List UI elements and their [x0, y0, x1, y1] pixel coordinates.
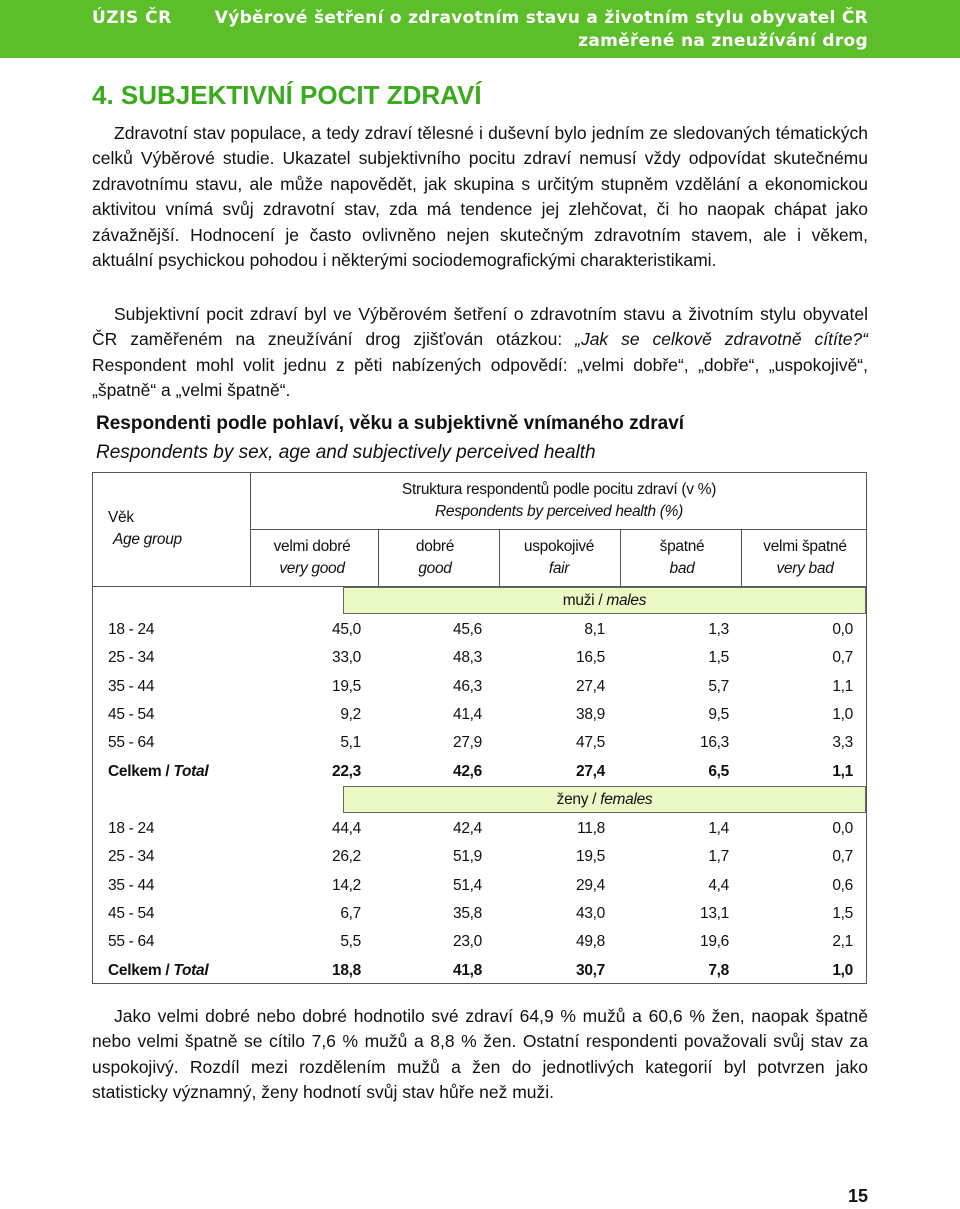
header-title-line1: Výběrové šetření o zdravotním stavu a životním stylu obyvatel ČR [214, 8, 868, 28]
table-cell: 5,1 [340, 734, 361, 752]
table-cell-total: 30,7 [576, 961, 605, 979]
table-cell: 9,5 [708, 705, 729, 723]
table-cell-total: 22,3 [332, 762, 361, 780]
table-cell: 0,0 [832, 621, 853, 638]
col-head-cz: špatné [659, 538, 705, 555]
header-bar [0, 0, 960, 58]
table-row [93, 900, 868, 928]
table-row-total [93, 957, 868, 985]
table-row [93, 616, 868, 644]
paragraph-conclusion: Jako velmi dobré nebo dobré hodnotilo své zdraví 64,9 % mužů a 60,6 % žen, naopak špatně nebo velmi špatně se cítilo 7,6 % mužů a 8,8 % žen. Ostatní respondenti považovali svůj stav za uspokojivý. Rozdíl mezi rozdělením mužů a žen do jednotlivých kategorií byl potvrzen jako statisticky významný, ženy hodnotí svůj stav hůře než muži. [92, 1006, 868, 1103]
table-cell: 5,5 [340, 933, 361, 951]
table-cell: 33,0 [332, 649, 361, 667]
col-head-fair [499, 536, 619, 580]
col-head-cz: velmi dobré [273, 538, 351, 555]
section-title: 4. SUBJEKTIVNÍ POCIT ZDRAVÍ [92, 80, 482, 110]
table-cell: 19,6 [700, 933, 729, 951]
table-cell: 49,8 [576, 933, 605, 951]
table-cell: 19,5 [576, 848, 605, 866]
table-row [93, 673, 868, 701]
table-cell: 43,0 [576, 904, 605, 922]
table-row [93, 843, 868, 871]
band-label-en: males [606, 592, 647, 609]
table-row [93, 729, 868, 757]
table-cell: 1,1 [832, 677, 853, 695]
col-head-en: bad [669, 560, 695, 577]
row-age-label: 18 - 24 [108, 820, 155, 837]
table-cell: 1,0 [832, 705, 853, 723]
struct-label-en: Respondents by perceived health (%) [435, 503, 683, 520]
row-total-label [108, 957, 208, 985]
col-head-good [375, 536, 495, 580]
table-cell: 0,6 [832, 876, 853, 894]
total-label-cz: Celkem / [108, 961, 174, 979]
paragraph-question-b: Respondent mohl volit jednu z pěti nabízených odpovědí: „velmi dobře“, „dobře“, „uspokojivě“, „špatně“ a „velmi špatně“. [92, 354, 868, 401]
total-label-en: Total [173, 961, 209, 979]
row-age-label: 25 - 34 [108, 848, 155, 866]
table-cell: 1,4 [708, 820, 729, 837]
table-subtitle: Respondents by sex, age and subjectively perceived health [96, 442, 596, 463]
row-age-label: 25 - 34 [108, 649, 155, 667]
table-row [93, 928, 868, 956]
table-cell: 6,7 [340, 904, 361, 922]
table-cell: 1,5 [832, 904, 853, 922]
table-cell: 1,7 [708, 848, 729, 866]
row-total-label [108, 758, 208, 786]
row-age-label: 35 - 44 [108, 876, 155, 894]
table-cell: 0,7 [832, 649, 853, 667]
table-cell: 51,4 [453, 876, 482, 894]
paragraph-intro: Zdravotní stav populace, a tedy zdraví tělesné i duševní bylo jedním ze sledovaných tématických celků Výběrové studie. Ukazatel subjektivního pocitu zdraví nemusí vždy odpovídat skutečnému zdravotnímu stavu, ale může napovědět, jak skupina s určitým stupněm vzdělání a ekonomickou aktivitou vnímá svůj zdravotní stav, zda má tendence jej zlehčovat, či ho naopak chápat jako závažnější. Hodnocení je často ovlivněno nejen skutečným zdravotním stavem, ale i věkem, aktuální psychickou pohodou i některými sociodemografickými charakteristikami. [92, 123, 868, 271]
table-cell: 0,7 [832, 848, 853, 866]
table-cell: 9,2 [340, 705, 361, 723]
table-cell: 11,8 [577, 820, 605, 837]
table-cell: 42,4 [453, 820, 482, 837]
col-head-very-bad [745, 536, 865, 580]
band-label-cz: muži / [562, 592, 607, 609]
col-head-en: very good [279, 560, 345, 577]
table-cell-total: 1,0 [832, 961, 853, 979]
table-cell-total: 7,8 [708, 961, 729, 979]
table-cell: 19,5 [332, 677, 361, 695]
row-age-label: 18 - 24 [108, 621, 155, 638]
divider [620, 529, 621, 586]
row-age-label: 45 - 54 [108, 904, 155, 922]
row-age-label: 55 - 64 [108, 734, 155, 752]
table-cell: 26,2 [332, 848, 361, 866]
header-title-line2: zaměřené na zneužívání drog [578, 31, 868, 51]
table-title: Respondenti podle pohlaví, věku a subjektivně vnímaného zdraví [96, 413, 685, 434]
table-cell: 13,1 [700, 904, 729, 922]
table-cell: 2,1 [832, 933, 853, 951]
col-head-en: very bad [776, 560, 834, 577]
table-row [93, 701, 868, 729]
total-label-en: Total [173, 762, 209, 780]
table-cell: 14,2 [332, 876, 361, 894]
table-cell-total: 42,6 [453, 762, 482, 780]
table-cell: 4,4 [708, 876, 729, 894]
table-cell: 45,6 [453, 621, 482, 638]
table-cell: 16,3 [700, 734, 729, 752]
table-cell: 48,3 [453, 649, 482, 667]
col-head-cz: velmi špatné [763, 538, 847, 555]
table-cell-total: 41,8 [453, 961, 482, 979]
table-row [93, 815, 868, 843]
females-band [343, 786, 866, 813]
table-row [93, 644, 868, 672]
col-head-cz: dobré [415, 538, 455, 555]
table-cell: 8,1 [584, 621, 605, 638]
table-cell: 3,3 [832, 734, 853, 752]
band-label-cz: ženy / [556, 791, 601, 808]
table-cell: 44,4 [332, 820, 361, 837]
table-cell-total: 18,8 [332, 961, 361, 979]
total-label-cz: Celkem / [108, 762, 174, 780]
paragraph-question-quote: „Jak se celkově zdravotně cítíte?“ [575, 329, 868, 350]
paragraph-question-a: Subjektivní pocit zdraví byl ve Výběrovém šetření o zdravotním stavu a životním stylu obyvatel ČR zaměřeném na zneužívání drog zjišťován otázkou: [92, 304, 868, 350]
header-org: ÚZIS ČR [92, 8, 172, 28]
table-cell-total: 1,1 [832, 762, 853, 780]
table-cell: 1,3 [708, 621, 729, 638]
row-age-label: 55 - 64 [108, 933, 155, 951]
col-head-bad [622, 536, 742, 580]
table-cell-total: 27,4 [576, 762, 605, 780]
table-cell: 51,9 [453, 848, 482, 866]
table-cell: 38,9 [576, 705, 605, 723]
table-cell: 47,5 [576, 734, 605, 752]
table-cell: 29,4 [576, 876, 605, 894]
age-label-en: Age group [113, 531, 182, 548]
row-age-label: 45 - 54 [108, 705, 155, 723]
table-row-total [93, 758, 868, 786]
table-cell: 41,4 [453, 705, 482, 723]
table-cell: 27,4 [576, 677, 605, 695]
table-cell: 1,5 [708, 649, 729, 667]
males-band [343, 587, 866, 614]
row-age-label: 35 - 44 [108, 677, 155, 695]
table-cell: 46,3 [453, 677, 482, 695]
col-head-very-good [252, 536, 372, 580]
band-label-en: females [600, 791, 653, 808]
divider [250, 529, 866, 530]
table-cell: 27,9 [453, 734, 482, 752]
struct-label-cz: Struktura respondentů podle pocitu zdraví (v %) [401, 481, 717, 498]
table-cell: 45,0 [332, 621, 361, 638]
paragraph-question [92, 302, 868, 404]
table-cell: 0,0 [832, 820, 853, 837]
col-head-cz: uspokojivé [523, 538, 595, 555]
table-cell: 23,0 [453, 933, 482, 951]
health-table [92, 472, 867, 984]
table-cell: 16,5 [576, 649, 605, 667]
page-number: 15 [847, 1186, 868, 1206]
table-cell: 5,7 [708, 677, 729, 695]
col-head-en: good [418, 560, 452, 577]
table-cell-total: 6,5 [708, 762, 729, 780]
col-head-en: fair [548, 560, 570, 577]
table-cell: 35,8 [453, 904, 482, 922]
age-label-cz: Věk [108, 509, 134, 526]
table-row [93, 872, 868, 900]
